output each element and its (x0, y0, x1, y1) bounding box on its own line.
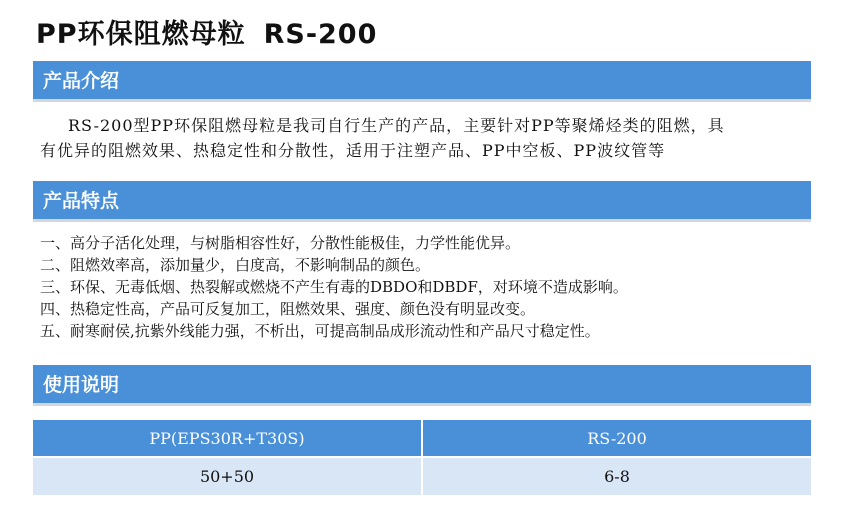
features-list (40, 232, 810, 342)
product-code: RS-200 (263, 19, 378, 50)
table-cell: 50+50 (33, 457, 422, 495)
intro-paragraph (40, 113, 810, 163)
intro-line-2: 有优异的阻燃效果、热稳定性和分散性，适用于注塑产品、PP中空板、PP波纹管等 (40, 141, 666, 160)
section-heading-features: 产品特点 (33, 181, 811, 222)
section-heading-intro: 产品介绍 (33, 61, 811, 102)
usage-table (33, 420, 811, 495)
page-title (36, 12, 377, 51)
table-cell: 6-8 (422, 457, 811, 495)
feature-item: 五、耐寒耐侯,抗紫外线能力强，不析出，可提高制品成形流动性和产品尺寸稳定性。 (40, 322, 600, 340)
feature-item: 三、环保、无毒低烟、热裂解或燃烧不产生有毒的DBDO和DBDF，对环境不造成影响。 (40, 278, 628, 296)
page-title-main: PP环保阻燃母粒 (36, 19, 246, 50)
table-header-cell: RS-200 (422, 420, 811, 457)
table-header-row (33, 420, 811, 457)
feature-item: 四、热稳定性高，产品可反复加工，阻燃效果、强度、颜色没有明显改变。 (40, 300, 536, 318)
feature-item: 二、阻燃效率高，添加量少，白度高，不影响制品的颜色。 (40, 256, 431, 274)
table-row (33, 457, 811, 495)
intro-line-1: RS-200型PP环保阻燃母粒是我司自行生产的产品，主要针对PP等聚烯烃类的阻燃，具 (68, 116, 725, 135)
table-header-cell: PP(EPS30R+T30S) (33, 420, 422, 457)
section-heading-usage: 使用说明 (33, 365, 811, 406)
feature-item: 一、高分子活化处理，与树脂相容性好，分散性能极佳，力学性能优异。 (40, 234, 521, 252)
